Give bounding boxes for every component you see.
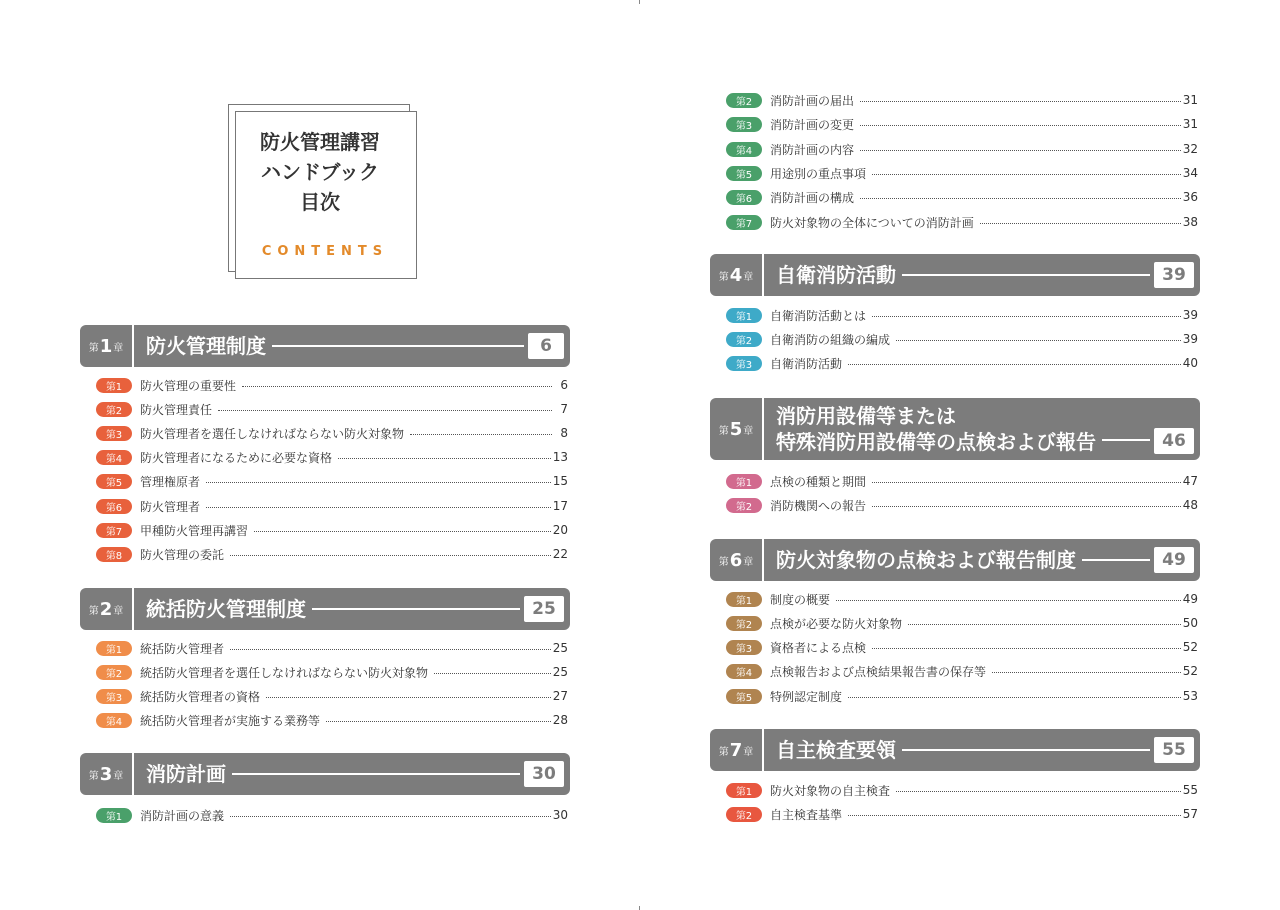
chapter-title: 消防計画 xyxy=(146,762,226,786)
dot-leader xyxy=(836,600,1181,601)
section-title: 自衛消防の組織の編成 xyxy=(770,332,891,347)
section-title: 自衛消防活動とは xyxy=(770,308,867,323)
chapter-number xyxy=(80,753,134,795)
dot-leader xyxy=(860,125,1181,126)
toc-entry[interactable] xyxy=(96,376,568,394)
toc-entry[interactable] xyxy=(96,663,568,681)
section-badge: 第5 xyxy=(726,689,762,704)
dot-leader xyxy=(230,816,551,817)
section-page-number: 28 xyxy=(552,713,568,727)
chapter-number-prefix: 第 xyxy=(88,770,99,782)
chapter-title: 自主検査要領 xyxy=(776,738,896,762)
toc-entry[interactable] xyxy=(726,805,1198,823)
toc-entry[interactable] xyxy=(96,521,568,539)
toc-entry[interactable] xyxy=(726,306,1198,324)
section-title: 消防計画の届出 xyxy=(770,93,855,108)
section-badge: 第1 xyxy=(726,783,762,798)
chapter-page-number: 30 xyxy=(524,761,564,787)
chapter-number-suffix: 章 xyxy=(113,605,124,617)
section-badge: 第8 xyxy=(96,547,132,562)
section-page-number: 34 xyxy=(1182,166,1198,180)
dot-leader xyxy=(860,101,1181,102)
chapter-number xyxy=(710,254,764,296)
section-title: 点検の種類と期間 xyxy=(770,474,867,489)
section-page-number: 22 xyxy=(552,547,568,561)
toc-entry[interactable] xyxy=(726,115,1198,133)
section-title: 資格者による点検 xyxy=(770,640,867,655)
chapter-number-value: 2 xyxy=(99,598,113,620)
section-page-number: 39 xyxy=(1182,332,1198,346)
chapter-leader-line xyxy=(232,773,520,775)
section-badge: 第3 xyxy=(96,689,132,704)
section-page-number: 8 xyxy=(560,426,568,440)
section-badge: 第7 xyxy=(726,215,762,230)
section-badge: 第3 xyxy=(96,426,132,441)
chapter-title-line: 消防用設備等または xyxy=(776,404,956,428)
section-title: 消防計画の内容 xyxy=(770,142,855,157)
chapter-number-suffix: 章 xyxy=(743,746,754,758)
toc-title-line: ハンドブック xyxy=(261,160,379,184)
toc-entry[interactable] xyxy=(726,164,1198,182)
toc-entry[interactable] xyxy=(726,496,1198,514)
toc-entry[interactable] xyxy=(726,614,1198,632)
chapter-number-prefix: 第 xyxy=(718,556,729,568)
toc-entry[interactable] xyxy=(96,639,568,657)
section-title: 点検報告および点検結果報告書の保存等 xyxy=(770,664,987,679)
section-title: 消防計画の構成 xyxy=(770,190,855,205)
section-page-number: 31 xyxy=(1182,117,1198,131)
dot-leader xyxy=(230,555,551,556)
section-title: 防火対象物の全体についての消防計画 xyxy=(770,215,974,230)
section-page-number: 15 xyxy=(552,474,568,488)
section-title: 自衛消防活動 xyxy=(770,356,843,371)
section-badge: 第5 xyxy=(726,166,762,181)
toc-entry[interactable] xyxy=(726,91,1198,109)
chapter-number-prefix: 第 xyxy=(88,342,99,354)
chapter-header[interactable] xyxy=(710,539,1200,581)
section-badge: 第5 xyxy=(96,474,132,489)
section-title: 点検が必要な防火対象物 xyxy=(770,616,903,631)
section-page-number: 38 xyxy=(1182,215,1198,229)
chapter-number xyxy=(710,398,764,460)
chapter-page-number: 6 xyxy=(528,333,564,359)
chapter-page-number: 49 xyxy=(1154,547,1194,573)
dot-leader xyxy=(872,174,1181,175)
chapter-header[interactable] xyxy=(710,398,1200,460)
section-badge: 第7 xyxy=(96,523,132,538)
chapter-title: 統括防火管理制度 xyxy=(146,597,306,621)
section-badge: 第4 xyxy=(96,450,132,465)
chapter-leader-line xyxy=(272,345,524,347)
toc-title-line: 防火管理講習 xyxy=(260,130,380,154)
section-title: 防火管理者 xyxy=(140,499,201,514)
section-page-number: 40 xyxy=(1182,356,1198,370)
toc-title xyxy=(235,127,405,217)
toc-entry[interactable] xyxy=(96,687,568,705)
section-page-number: 52 xyxy=(1182,664,1198,678)
section-page-number: 32 xyxy=(1182,142,1198,156)
chapter-title xyxy=(764,403,1096,455)
chapter-number-suffix: 章 xyxy=(113,770,124,782)
section-badge: 第6 xyxy=(726,190,762,205)
section-badge: 第1 xyxy=(726,592,762,607)
section-badge: 第4 xyxy=(726,664,762,679)
section-badge: 第2 xyxy=(96,665,132,680)
chapter-number-suffix: 章 xyxy=(743,271,754,283)
chapter-number-suffix: 章 xyxy=(743,425,754,437)
toc-entry[interactable] xyxy=(726,687,1198,705)
toc-entry[interactable] xyxy=(726,140,1198,158)
chapter-header[interactable] xyxy=(710,729,1200,771)
section-title: 防火管理者を選任しなければならない防火対象物 xyxy=(140,426,405,441)
section-badge: 第1 xyxy=(726,474,762,489)
section-badge: 第2 xyxy=(726,332,762,347)
toc-entry[interactable] xyxy=(726,188,1198,206)
toc-entry[interactable] xyxy=(726,638,1198,656)
section-title: 管理権原者 xyxy=(140,474,201,489)
section-page-number: 39 xyxy=(1182,308,1198,322)
section-title: 統括防火管理者が実施する業務等 xyxy=(140,713,321,728)
section-title: 統括防火管理者 xyxy=(140,641,225,656)
chapter-number-value: 1 xyxy=(99,335,113,357)
section-title: 用途別の重点事項 xyxy=(770,166,867,181)
section-page-number: 25 xyxy=(552,641,568,655)
chapter-title: 自衛消防活動 xyxy=(776,263,896,287)
section-badge: 第2 xyxy=(726,807,762,822)
dot-leader xyxy=(206,507,551,508)
dot-leader xyxy=(896,791,1181,792)
section-badge: 第2 xyxy=(726,616,762,631)
section-page-number: 55 xyxy=(1182,783,1198,797)
chapter-number xyxy=(80,325,134,367)
chapter-page-number: 55 xyxy=(1154,737,1194,763)
dot-leader xyxy=(872,482,1181,483)
section-page-number: 27 xyxy=(552,689,568,703)
chapter-leader-line xyxy=(902,749,1150,751)
toc-entry[interactable] xyxy=(96,806,568,824)
page-tick-top xyxy=(639,0,640,4)
section-badge: 第2 xyxy=(726,93,762,108)
section-page-number: 25 xyxy=(552,665,568,679)
section-page-number: 48 xyxy=(1182,498,1198,512)
section-page-number: 47 xyxy=(1182,474,1198,488)
dot-leader xyxy=(992,672,1181,673)
section-badge: 第1 xyxy=(96,641,132,656)
dot-leader xyxy=(980,223,1181,224)
section-title: 制度の概要 xyxy=(770,592,831,607)
toc-subtitle: CONTENTS xyxy=(261,244,389,259)
section-title: 統括防火管理者を選任しなければならない防火対象物 xyxy=(140,665,429,680)
toc-entry[interactable] xyxy=(726,472,1198,490)
section-badge: 第6 xyxy=(96,499,132,514)
chapter-leader-line xyxy=(1082,559,1150,561)
section-page-number: 52 xyxy=(1182,640,1198,654)
section-badge: 第4 xyxy=(96,713,132,728)
section-badge: 第1 xyxy=(96,808,132,823)
dot-leader xyxy=(908,624,1181,625)
section-page-number: 50 xyxy=(1182,616,1198,630)
section-page-number: 36 xyxy=(1182,190,1198,204)
dot-leader xyxy=(896,340,1181,341)
section-title: 防火管理の重要性 xyxy=(140,378,237,393)
toc-entry[interactable] xyxy=(96,711,568,729)
section-title: 特例認定制度 xyxy=(770,689,843,704)
chapter-number-value: 5 xyxy=(729,418,743,440)
toc-entry[interactable] xyxy=(726,781,1198,799)
dot-leader xyxy=(860,150,1181,151)
chapter-page-number: 46 xyxy=(1154,428,1194,454)
chapter-title: 防火対象物の点検および報告制度 xyxy=(776,548,1076,572)
chapter-page-number: 25 xyxy=(524,596,564,622)
toc-entry[interactable] xyxy=(96,545,568,563)
section-badge: 第4 xyxy=(726,142,762,157)
dot-leader xyxy=(218,410,552,411)
chapter-title: 防火管理制度 xyxy=(146,334,266,358)
chapter-number-value: 3 xyxy=(99,763,113,785)
dot-leader xyxy=(872,506,1181,507)
toc-entry[interactable] xyxy=(726,590,1198,608)
toc-entry[interactable] xyxy=(96,497,568,515)
chapter-number-value: 7 xyxy=(729,739,743,761)
section-title: 防火管理者になるために必要な資格 xyxy=(140,450,333,465)
section-page-number: 53 xyxy=(1182,689,1198,703)
chapter-number-prefix: 第 xyxy=(718,271,729,283)
section-title: 消防計画の変更 xyxy=(770,117,855,132)
chapter-number xyxy=(710,539,764,581)
section-title: 統括防火管理者の資格 xyxy=(140,689,261,704)
toc-entry[interactable] xyxy=(96,448,568,466)
chapter-header[interactable] xyxy=(710,254,1200,296)
dot-leader xyxy=(848,364,1181,365)
dot-leader xyxy=(326,721,551,722)
chapter-number-prefix: 第 xyxy=(718,425,729,437)
chapter-leader-line xyxy=(902,274,1150,276)
chapter-header[interactable] xyxy=(80,753,570,795)
section-title: 防火管理責任 xyxy=(140,402,213,417)
chapter-number-prefix: 第 xyxy=(88,605,99,617)
toc-entry[interactable] xyxy=(96,472,568,490)
dot-leader xyxy=(254,531,551,532)
chapter-number-value: 6 xyxy=(729,549,743,571)
dot-leader xyxy=(872,316,1181,317)
section-badge: 第1 xyxy=(726,308,762,323)
toc-entry[interactable] xyxy=(726,354,1198,372)
dot-leader xyxy=(848,815,1181,816)
section-title: 自主検査基準 xyxy=(770,807,843,822)
chapter-number-prefix: 第 xyxy=(718,746,729,758)
section-badge: 第2 xyxy=(96,402,132,417)
chapter-leader-line xyxy=(1102,439,1150,441)
chapter-number-value: 4 xyxy=(729,264,743,286)
section-page-number: 31 xyxy=(1182,93,1198,107)
toc-entry[interactable] xyxy=(726,330,1198,348)
section-page-number: 7 xyxy=(560,402,568,416)
section-badge: 第3 xyxy=(726,117,762,132)
section-badge: 第2 xyxy=(726,498,762,513)
dot-leader xyxy=(860,198,1181,199)
section-title: 甲種防火管理再講習 xyxy=(140,523,249,538)
section-page-number: 13 xyxy=(552,450,568,464)
chapter-header[interactable] xyxy=(80,325,570,367)
section-title: 消防機関への報告 xyxy=(770,498,867,513)
toc-entry[interactable] xyxy=(726,213,1198,231)
dot-leader xyxy=(434,673,551,674)
dot-leader xyxy=(266,697,551,698)
toc-entry[interactable] xyxy=(96,400,568,418)
chapter-number xyxy=(80,588,134,630)
section-badge: 第3 xyxy=(726,356,762,371)
chapter-number xyxy=(710,729,764,771)
section-badge: 第3 xyxy=(726,640,762,655)
chapter-title-line: 特殊消防用設備等の点検および報告 xyxy=(776,430,1096,454)
page-tick-bottom xyxy=(639,906,640,910)
chapter-page-number: 39 xyxy=(1154,262,1194,288)
dot-leader xyxy=(338,458,551,459)
toc-entry[interactable] xyxy=(726,662,1198,680)
dot-leader xyxy=(206,482,551,483)
toc-title-line: 目次 xyxy=(300,190,340,214)
section-badge: 第1 xyxy=(96,378,132,393)
section-page-number: 30 xyxy=(552,808,568,822)
section-page-number: 49 xyxy=(1182,592,1198,606)
section-page-number: 17 xyxy=(552,499,568,513)
section-page-number: 6 xyxy=(560,378,568,392)
dot-leader xyxy=(872,648,1181,649)
section-title: 防火対象物の自主検査 xyxy=(770,783,891,798)
chapter-header[interactable] xyxy=(80,588,570,630)
dot-leader xyxy=(410,434,552,435)
section-page-number: 20 xyxy=(552,523,568,537)
chapter-number-suffix: 章 xyxy=(743,556,754,568)
dot-leader xyxy=(230,649,551,650)
dot-leader xyxy=(848,697,1181,698)
section-page-number: 57 xyxy=(1182,807,1198,821)
dot-leader xyxy=(242,386,552,387)
section-title: 防火管理の委託 xyxy=(140,547,225,562)
toc-entry[interactable] xyxy=(96,424,568,442)
section-title: 消防計画の意義 xyxy=(140,808,225,823)
chapter-leader-line xyxy=(312,608,520,610)
chapter-number-suffix: 章 xyxy=(113,342,124,354)
